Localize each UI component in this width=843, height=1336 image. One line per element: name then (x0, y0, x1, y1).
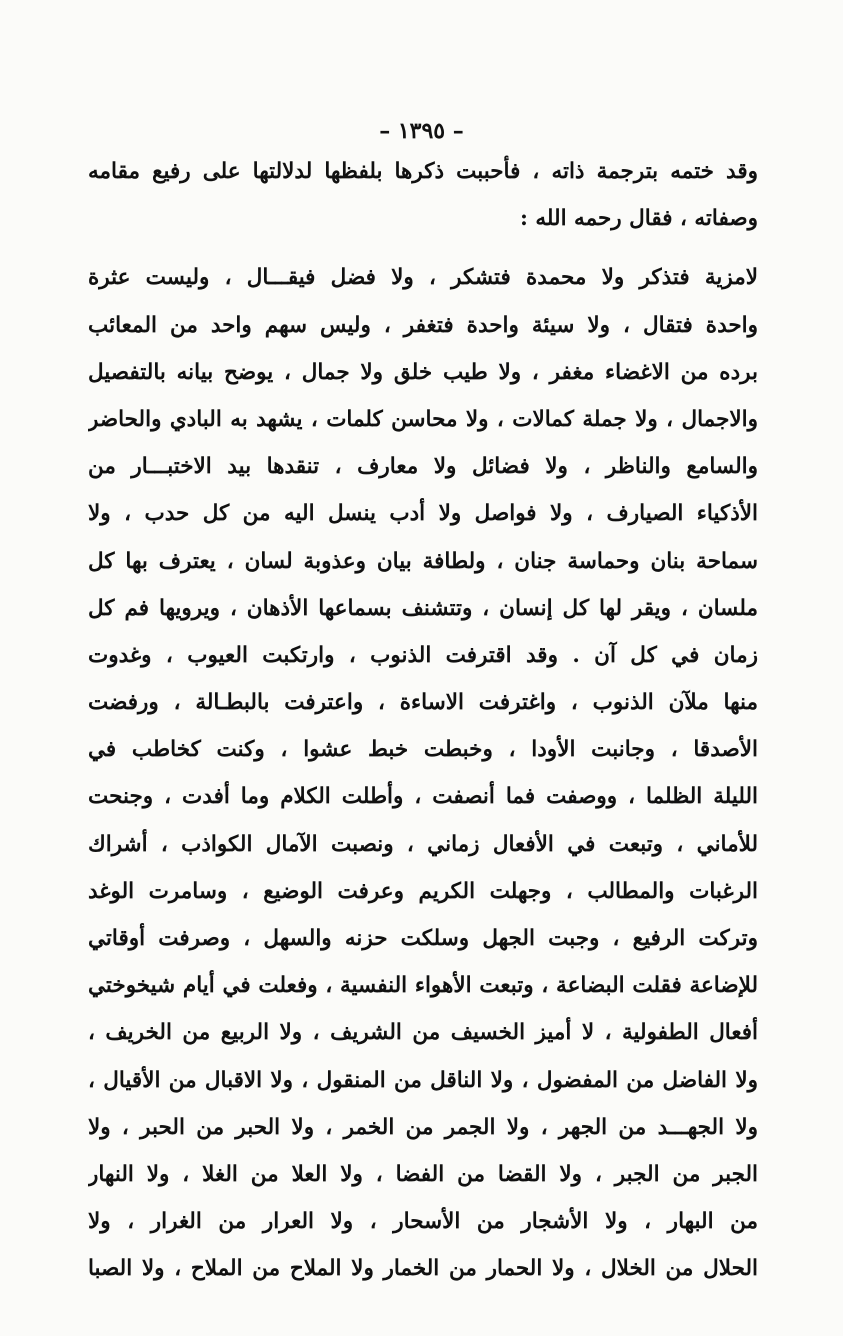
body-text (88, 148, 758, 1293)
text-line: والسامع والناظر ، ولا فضائل ولا معارف ، تنقدها بيد الاختبـــار من (88, 454, 758, 480)
text-line: ولا الجهـــد من الجهر ، ولا الجمر من الخمر ، ولا الحبر من الحبر ، ولا (88, 1114, 758, 1140)
text-line: سماحة بنان وحماسة جنان ، ولطافة بيان وعذوبة لسان ، يعترف بها كل (88, 548, 758, 574)
text-line: الرغبات والمطالب ، وجهلت الكريم وعرفت الوضيع ، وسامرت الوغد (88, 878, 758, 904)
text-line: برده من الاغضاء مغفر ، ولا طيب خلق ولا جمال ، يوضح بيانه بالتفصيل (88, 359, 758, 385)
text-line: الليلة الظلما ، ووصفت فما أنصفت ، وأطلت الكلام وما أفدت ، وجنحت (88, 784, 758, 810)
text-line: للأماني ، وتبعت في الأفعال زماني ، ونصبت الآمال الكواذب ، أشراك (88, 831, 758, 857)
text-line: من البهار ، ولا الأشجار من الأسحار ، ولا العرار من الغرار ، ولا (88, 1209, 758, 1235)
text-line: ملسان ، ويقر لها كل إنسان ، وتتشنف بسماعها الأذهان ، ويرويها فم كل (88, 595, 758, 621)
text-line: منها ملآن الذنوب ، واغترفت الاساءة ، واعترفت بالبطـالة ، ورفضت (88, 690, 758, 716)
text-line: وصفاته ، فقال رحمه الله : (519, 206, 758, 232)
text-line: زمان في كل آن . وقد اقترفت الذنوب ، وارتكبت العيوب ، وغدوت (88, 642, 758, 668)
text-line: الحلال من الخلال ، ولا الحمار من الخمار ولا الملاح من الملاح ، ولا الصبا (88, 1256, 758, 1282)
page-number: – ١٣٩٥ – (379, 118, 464, 144)
text-line: واحدة فتقال ، ولا سيئة واحدة فتغفر ، وليس سهم واحد من المعائب (88, 312, 758, 338)
text-line: الجبر من الجبر ، ولا القضا من الفضا ، ولا العلا من الغلا ، ولا النهار (88, 1161, 758, 1187)
text-line: لامزية فتذكر ولا محمدة فتشكر ، ولا فضل فيقـــال ، وليست عثرة (88, 265, 758, 291)
text-line: الأذكياء الصيارف ، ولا فواصل ولا أدب ينسل اليه من كل حدب ، ولا (88, 501, 758, 527)
text-line: ولا الفاضل من المفضول ، ولا الناقل من المنقول ، ولا الاقبال من الأقيال ، (88, 1067, 758, 1093)
text-line: وتركت الرفيع ، وجبت الجهل وسلكت حزنه والسهل ، وصرفت أوقاتي (88, 926, 758, 951)
text-line: للإضاعة فقلت البضاعة ، وتبعت الأهواء النفسية ، وفعلت في أيام شيخوختي (88, 973, 758, 999)
text-line: أفعال الطفولية ، لا أميز الخسيف من الشريف ، ولا الربيع من الخريف ، (88, 1020, 758, 1046)
text-line: وقد ختمه بترجمة ذاته ، فأحببت ذكرها بلفظها لدلالتها على رفيع مقامه (88, 159, 758, 184)
text-line: والاجمال ، ولا جملة كمالات ، ولا محاسن كلمات ، يشهد به البادي والحاضر (88, 406, 758, 432)
text-line: الأصدقا ، وجانبت الأودا ، وخبطت خبط عشوا ، وكنت كخاطب في (88, 737, 758, 763)
